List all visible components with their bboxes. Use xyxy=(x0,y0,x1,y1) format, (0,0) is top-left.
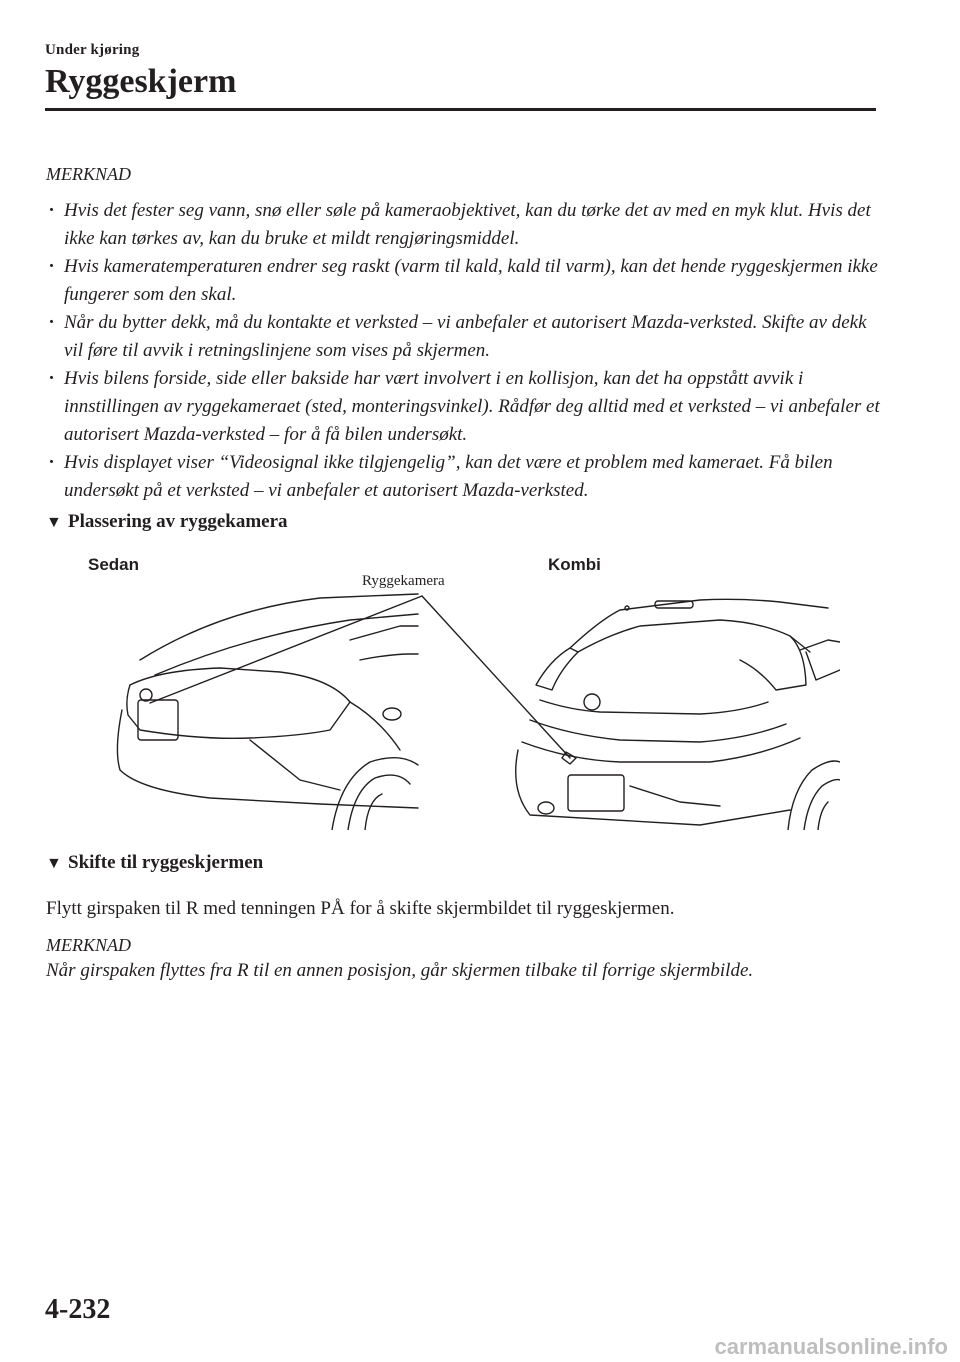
note-heading: MERKNAD xyxy=(46,935,131,955)
section-heading-text: Skifte til ryggeskjermen xyxy=(68,852,264,873)
section-heading-camera-location xyxy=(46,510,288,535)
note-bullet: · Hvis det fester seg vann, snø eller søle på kameraobjektivet, kan du tørke det av med en myk klut. Hvis det ikke kan tørkes av, kan du bruke et mildt rengjøringsmiddel. xyxy=(46,197,886,253)
section-label: Under kjøring xyxy=(45,42,140,58)
section-heading-text: Plassering av ryggekamera xyxy=(68,511,288,532)
note-heading: MERKNAD xyxy=(46,164,131,184)
body-paragraph: Flytt girspaken til R med tenningen PÅ for å skifte skjermbildet til ryggeskjermen. xyxy=(46,898,675,919)
callout-line-sedan xyxy=(150,596,422,703)
note-bullet: · Hvis kameratemperaturen endrer seg raskt (varm til kald, kald til varm), kan det hende ryggeskjermen ikke fungerer som den skal. xyxy=(46,253,886,309)
triangle-down-icon: ▼ xyxy=(46,514,62,531)
note-paragraph: Når girspaken flyttes fra R til en annen posisjon, går skjermen tilbake til forrige skjermbilde. xyxy=(46,960,754,981)
watermark: carmanualsonline.info xyxy=(714,1334,948,1359)
kombi-drawing xyxy=(516,599,840,830)
figure-callout-camera: Ryggekamera xyxy=(362,573,445,589)
note-bullet: · Hvis displayet viser “Videosignal ikke tilgjengelig”, kan det være et problem med kameraet. Få bilen undersøkt på et verksted – vi anbefaler et autorisert Mazda-verksted. xyxy=(46,449,886,505)
note-bullet: · Når du bytter dekk, må du kontakte et verksted – vi anbefaler et autorisert Mazda-verksted. Skifte av dekk vil føre til avvik i retningslinjene som vises på skjermen. xyxy=(46,309,886,365)
note-bullet-list xyxy=(46,197,886,505)
figure-label-kombi: Kombi xyxy=(548,555,601,574)
note-bullet: · Hvis bilens forside, side eller bakside har vært involvert i en kollisjon, kan det ha oppstått avvik i innstillingen av ryggekameraet (sted, monteringsvinkel). Rådfør deg alltid med et verksted – vi anbefaler et autorisert Mazda-verksted – for å få bilen undersøkt. xyxy=(46,365,886,449)
title-rule xyxy=(45,108,876,111)
section-heading-switch-to-camera xyxy=(46,851,263,876)
callout-line-kombi xyxy=(422,596,570,758)
camera-location-illustration xyxy=(100,590,840,830)
sedan-drawing xyxy=(117,594,418,830)
page-title: Ryggeskjerm xyxy=(45,63,237,100)
triangle-down-icon: ▼ xyxy=(46,855,62,872)
figure-label-sedan: Sedan xyxy=(88,555,140,574)
page-number: 4-232 xyxy=(45,1294,111,1325)
